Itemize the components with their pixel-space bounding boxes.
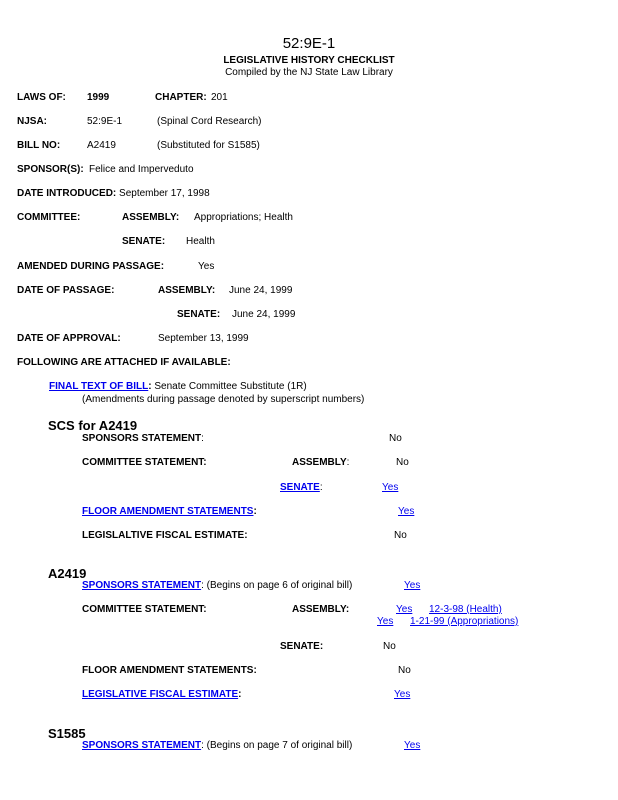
scs-floor-row xyxy=(82,507,257,517)
scs-sponsors-row xyxy=(82,434,204,444)
a2419-fiscal-link[interactable]: LEGISLATIVE FISCAL ESTIMATE xyxy=(82,689,239,700)
a2419-assembly-appropriations-link[interactable]: 1-21-99 (Appropriations) xyxy=(410,616,519,627)
committee-senate-label: SENATE: xyxy=(122,236,166,247)
a2419-sponsors-link[interactable]: SPONSORS STATEMENT xyxy=(82,580,202,591)
a2419-floor-label: FLOOR AMENDMENT STATEMENTS: xyxy=(82,665,257,676)
bill-no-value: A2419 xyxy=(87,140,116,151)
a2419-assembly-yes2-link[interactable]: Yes xyxy=(377,616,394,627)
scs-heading: SCS for A2419 xyxy=(48,418,138,433)
scs-senate-colon: : xyxy=(319,482,323,493)
a2419-committee-label: COMMITTEE STATEMENT: xyxy=(82,604,207,615)
committee-senate-value: Health xyxy=(186,236,215,247)
laws-of-value: 1999 xyxy=(87,92,110,103)
date-passage-label: DATE OF PASSAGE: xyxy=(17,285,115,296)
a2419-sponsors-row xyxy=(82,581,352,591)
date-introduced xyxy=(17,189,210,199)
scs-assembly-value: No xyxy=(396,457,409,468)
a2419-fiscal-colon: : xyxy=(238,689,242,700)
passage-assembly-label: ASSEMBLY: xyxy=(158,285,216,296)
s1585-sponsors-row xyxy=(82,741,352,751)
chapter-label: CHAPTER: xyxy=(155,92,207,103)
date-introduced-value: September 17, 1998 xyxy=(119,188,210,199)
amended-value: Yes xyxy=(198,261,215,272)
scs-sponsors-colon: : xyxy=(201,433,204,444)
a2419-senate-value: No xyxy=(383,641,396,652)
scs-floor-link[interactable]: FLOOR AMENDMENT STATEMENTS xyxy=(82,506,254,517)
page-code: 52:9E-1 xyxy=(282,35,336,52)
compiled-by: Compiled by the NJ State Law Library xyxy=(225,67,393,78)
page-title: LEGISLATIVE HISTORY CHECKLIST xyxy=(223,55,395,66)
scs-fiscal-value: No xyxy=(394,530,407,541)
committee-assembly-label: ASSEMBLY: xyxy=(122,212,180,223)
scs-sponsors-label: SPONSORS STATEMENT xyxy=(82,433,202,444)
date-approval-value: September 13, 1999 xyxy=(158,333,249,344)
s1585-sponsors-link[interactable]: SPONSORS STATEMENT xyxy=(82,740,202,751)
chapter-value: 201 xyxy=(211,92,228,103)
passage-senate-value: June 24, 1999 xyxy=(232,309,296,320)
final-text-note: (Amendments during passage denoted by superscript numbers) xyxy=(82,394,365,405)
scs-floor-colon: : xyxy=(253,506,257,517)
sponsors-label: SPONSOR(S): xyxy=(17,164,84,175)
committee-label: COMMITTEE: xyxy=(17,212,81,223)
scs-fiscal-label: LEGISLALTIVE FISCAL ESTIMATE: xyxy=(82,530,248,541)
njsa-value: 52:9E-1 xyxy=(87,116,123,127)
scs-senate-value-link[interactable]: Yes xyxy=(382,482,399,493)
final-text-row xyxy=(49,382,307,392)
date-introduced-label: DATE INTRODUCED: xyxy=(17,188,117,199)
final-text-colon: : xyxy=(148,381,152,392)
scs-committee-label: COMMITTEE STATEMENT: xyxy=(82,457,207,468)
following-label: FOLLOWING ARE ATTACHED IF AVAILABLE: xyxy=(17,357,231,368)
final-text-value: Senate Committee Substitute (1R) xyxy=(154,381,307,392)
bill-no-note: (Substituted for S1585) xyxy=(157,140,260,151)
scs-assembly-row xyxy=(292,458,349,468)
a2419-heading: A2419 xyxy=(48,566,87,581)
scs-assembly-label: ASSEMBLY xyxy=(292,457,347,468)
a2419-assembly-label: ASSEMBLY: xyxy=(292,604,350,615)
a2419-senate-label: SENATE: xyxy=(280,641,324,652)
njsa-label: NJSA: xyxy=(17,116,48,127)
s1585-sponsors-value-link[interactable]: Yes xyxy=(404,740,421,751)
final-text-link[interactable]: FINAL TEXT OF BILL xyxy=(49,381,149,392)
a2419-fiscal-value-link[interactable]: Yes xyxy=(394,689,411,700)
sponsors-value: Felice and Imperveduto xyxy=(89,164,194,175)
s1585-sponsors-note: : (Begins on page 7 of original bill) xyxy=(201,740,353,751)
a2419-sponsors-note: : (Begins on page 6 of original bill) xyxy=(201,580,353,591)
committee-assembly-value: Appropriations; Health xyxy=(194,212,293,223)
amended-label: AMENDED DURING PASSAGE: xyxy=(17,261,165,272)
passage-assembly-value: June 24, 1999 xyxy=(229,285,293,296)
scs-sponsors-value: No xyxy=(389,433,402,444)
njsa-note: (Spinal Cord Research) xyxy=(157,116,262,127)
passage-senate-label: SENATE: xyxy=(177,309,221,320)
bill-no-label: BILL NO: xyxy=(17,140,61,151)
a2419-floor-value: No xyxy=(398,665,411,676)
s1585-heading: S1585 xyxy=(48,726,86,741)
scs-senate-row xyxy=(280,483,323,493)
a2419-assembly-yes1-link[interactable]: Yes xyxy=(396,604,413,615)
a2419-fiscal-row xyxy=(82,690,241,700)
scs-floor-value-link[interactable]: Yes xyxy=(398,506,415,517)
a2419-assembly-health-link[interactable]: 12-3-98 (Health) xyxy=(429,604,502,615)
a2419-sponsors-value-link[interactable]: Yes xyxy=(404,580,421,591)
laws-of-label: LAWS OF: xyxy=(17,92,66,103)
scs-senate-link[interactable]: SENATE xyxy=(280,482,320,493)
date-approval-label: DATE OF APPROVAL: xyxy=(17,333,121,344)
scs-assembly-colon: : xyxy=(346,457,350,468)
